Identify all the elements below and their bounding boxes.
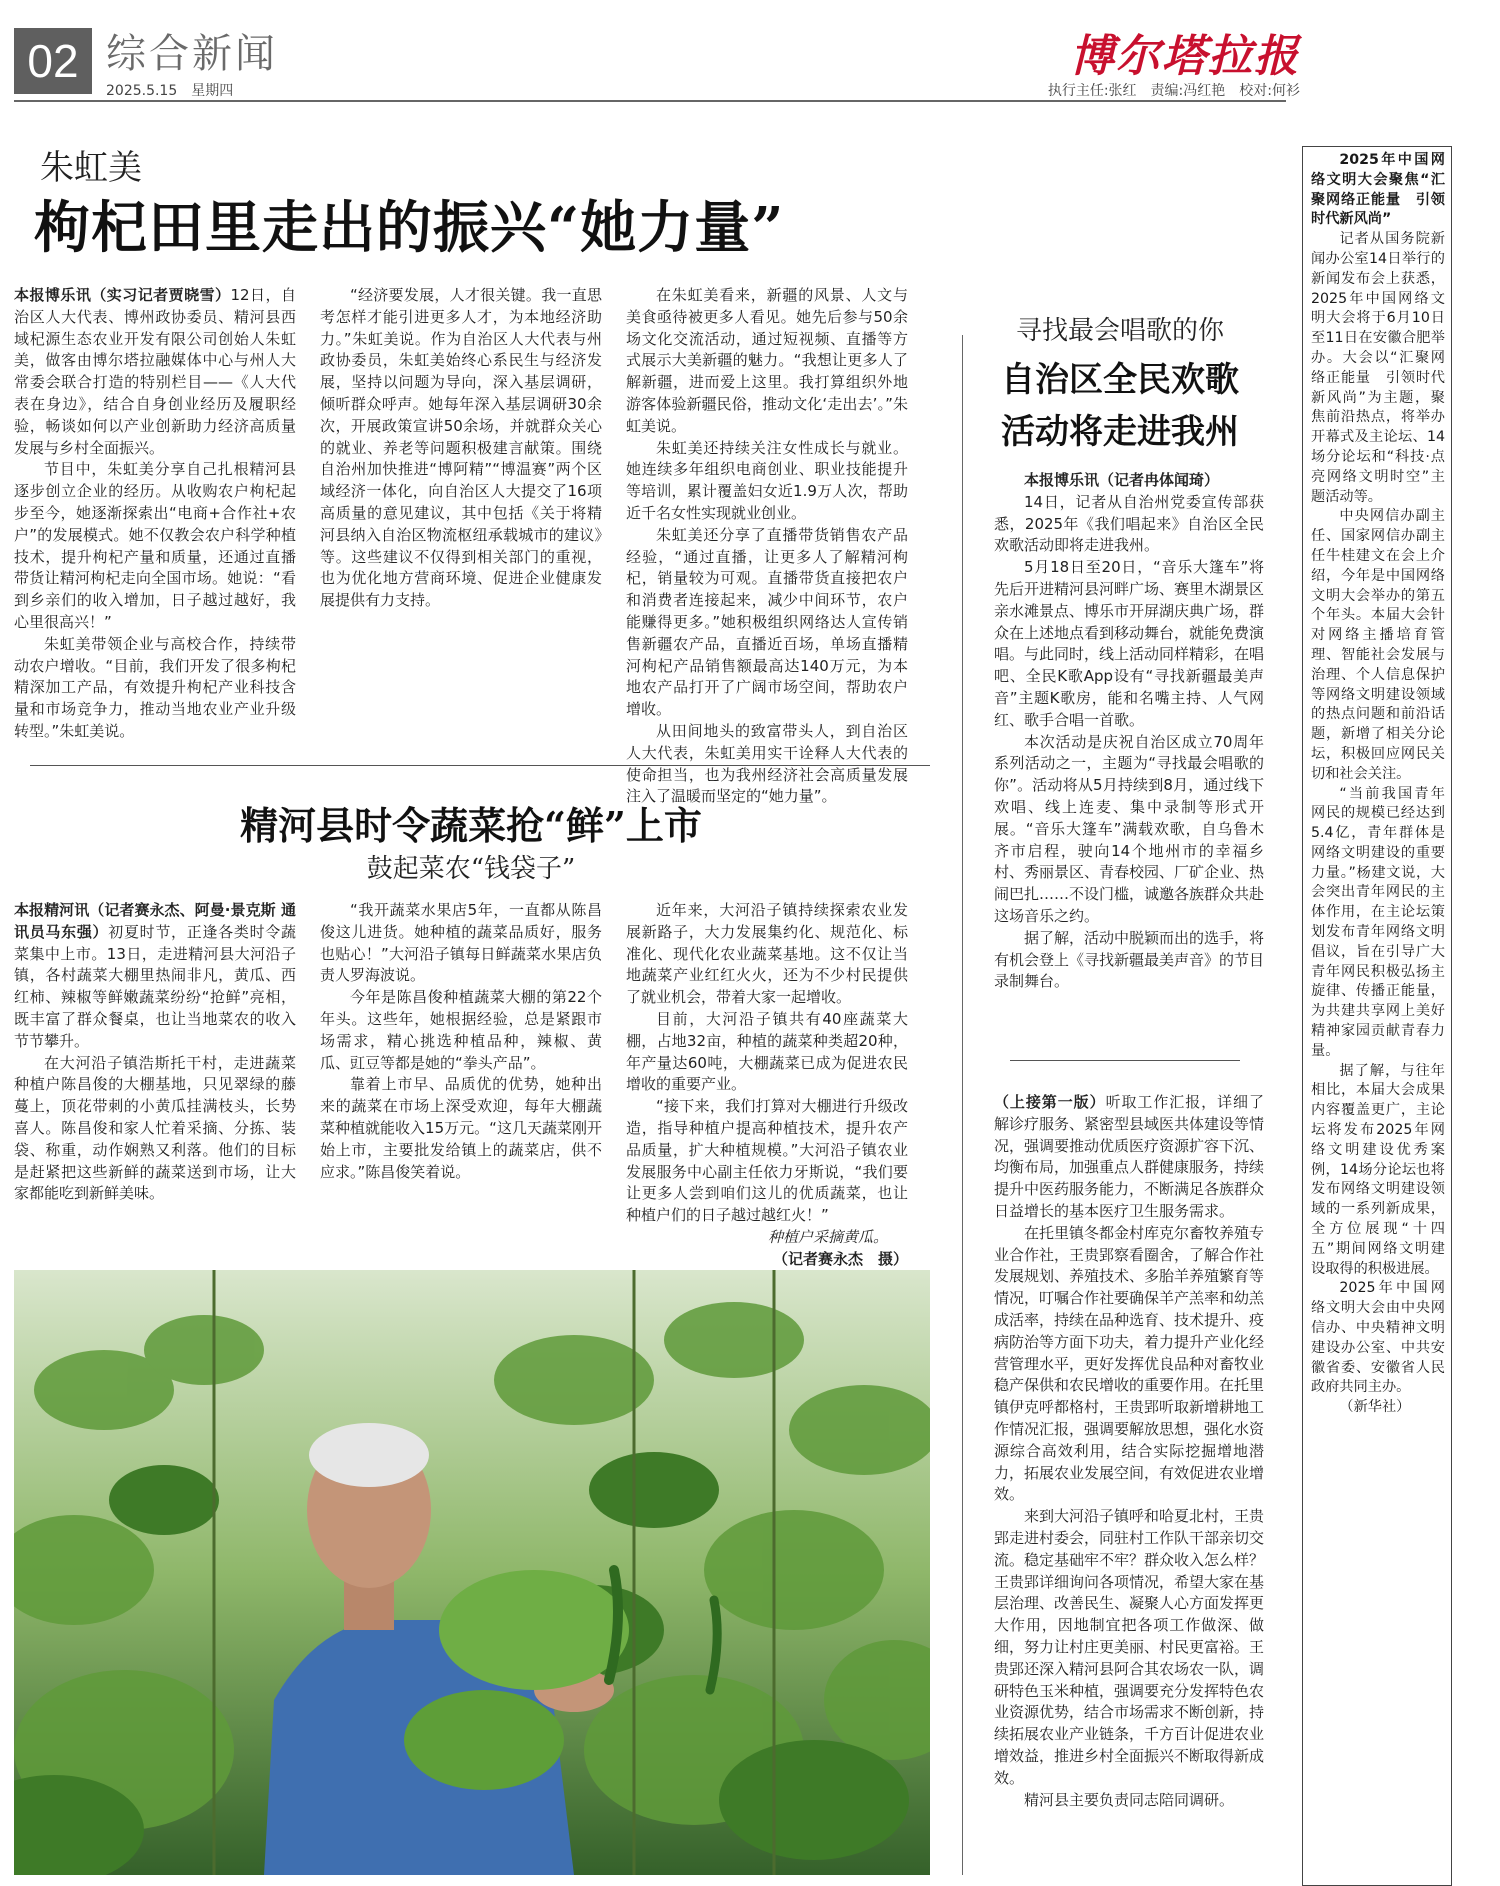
- article3-paragraph: 5月18日至20日，“音乐大篷车”将先后开进精河县河畔广场、赛里木湖景区亲水滩景点、博乐市开屏湖庆典广场，群众在上述地点看到移动舞台，就能免费演唱。与此同时，线上活动同样精彩，在唱吧、全民K歌App设有“寻找新疆最美声音”主题K歌房，能和名嘴主持、人气网红、歌手合唱一首歌。: [994, 558, 1265, 729]
- article4-paragraph: 在托里镇冬都金村库克尔畜牧养殖专业合作社，王贵郢察看圈舍，了解合作社发展规划、养殖技术、多胎羊养殖繁育等情况，叮嘱合作社要确保羊产羔率和幼羔成活率，持续在品种选育、技术提升、疫病防治等方面下功夫，着力提升产业化经营管理水平，更好发挥优良品种对畜牧业稳产保供和农民增收的重要作用。在托里镇伊克呼都格村，王贵郢听取新增耕地工作情况汇报，强调要解放思想，强化水资源综合高效利用，结合实际挖掘增地潜力，拓展农业发展空间，有效促进农业增效。: [994, 1223, 1265, 1504]
- article2-column-2: [320, 900, 602, 1183]
- article1-headline: 枸杞田里走出的振兴“她力量”: [34, 195, 785, 261]
- page-number-badge: 02: [14, 28, 92, 94]
- sidebar-paragraph: 中央网信办副主任、国家网信办副主任牛桂建文在会上介绍，今年是中国网络文明大会举办的第五个年头。本届大会针对网络主播培育管理、智能社会发展与治理、个人信息保护等网络文明建设领域的热点问题和前沿话题，新增了相关分论坛，积极回应网民关切和社会关注。: [1311, 508, 1445, 782]
- article1-paragraph: 从田间地头的致富带头人，到自治区人大代表，朱虹美用实干诠释人大代表的使命担当，也为我州经济社会高质量发展注入了温暖而坚定的“她力量”。: [626, 721, 908, 806]
- editor-credits: 执行主任:张红 责编:冯红艳 校对:何衫: [1047, 83, 1300, 99]
- article3-paragraph: 14日，记者从自治州党委宣传部获悉，2025年《我们唱起来》自治区全民欢歌活动即将走进我州。: [994, 492, 1264, 555]
- article3-kicker: 寻找最会唱歌的你: [1015, 316, 1224, 346]
- article3-byline: 本报博乐讯（记者冉体闻琦）: [1024, 471, 1220, 489]
- article2-paragraph: 近年来，大河沿子镇持续探索农业发展新路子，大力发展集约化、规范化、标准化、现代化农业蔬菜基地。这不仅让当地蔬菜产业红红火火，还为不少村民提供了就业机会，带着大家一起增收。: [626, 901, 908, 1007]
- article-divider: [30, 765, 930, 766]
- article3-paragraph: 据了解，活动中脱颖而出的选手，将有机会登上《寻找新疆最美声音》的节目录制舞台。: [994, 928, 1265, 991]
- article1-kicker: 朱虹美: [40, 148, 142, 188]
- article2-column-1: [14, 900, 296, 1205]
- article1-paragraph: “经济要发展，人才很关键。我一直思考怎样才能引进更多人才，为本地经济助力。”朱虹美说。作为自治区人大代表与州政协委员，朱虹美始终心系民生与经济发展，坚持以问题为导向，深入基层调研，倾听群众呼声。她每年深入基层调研30余次，开展政策宣讲50余场，并就群众关心的就业、养老等问题积极建言献策。围绕自治州加快推进“博阿精”“博温赛”两个区域经济一体化，向自治区人大提交了16项高质量的意见建议，其中包括《关于将精河县纳入自治区物流枢纽承载城市的建议》等。这些建议不仅得到相关部门的重视，也为优化地方营商环境、促进企业健康发展提供有力支持。: [320, 286, 602, 610]
- photo-credit: （记者赛永杰 摄）: [772, 1249, 908, 1268]
- article2-paragraph: “接下来，我们打算对大棚进行升级改造，指导种植户提高种植技术，提升农产品质量，扩大种植规模。”大河沿子镇农业发展服务中心副主任依力牙斯说，“我们要让更多人尝到咱们这儿的优质蔬菜，也让种植户们的日子越过越红火！”: [626, 1097, 908, 1225]
- farmer-cucumber-photo: [14, 1270, 930, 1875]
- article1-column-2: [320, 285, 602, 612]
- sidebar-paragraph: 记者从国务院新闻办公室14日举行的新闻发布会上获悉，2025年中国网络文明大会将于6月10日至11日在安徽合肥举办。大会以“汇聚网络正能量 引领时代新风尚”为主题，聚焦前沿热点，将举办开幕式及主论坛、14场分论坛和“科技·点亮网络文明时空”主题活动等。: [1311, 231, 1445, 505]
- article1-paragraph: 朱虹美还持续关注女性成长与就业。她连续多年组织电商创业、职业技能提升等培训，累计覆盖妇女近1.9万人次，帮助近千名女性实现就业创业。: [626, 438, 908, 522]
- photo-caption: 种植户采摘黄瓜。: [767, 1227, 888, 1246]
- article2-paragraph: 本报精河讯（记者赛永杰、阿曼·景克斯 通讯员马东强）初夏时节，正逢各类时令蔬菜集中上市。13日，走进精河县大河沿子镇，各村蔬菜大棚里热闹非凡，黄瓜、西红柿、辣椒等鲜嫩蔬菜纷纷“抢鲜”亮相，既丰富了群众餐桌，也让当地菜农的收入节节攀升。: [14, 901, 296, 1050]
- article2-paragraph: 靠着上市早、品质优的优势，她种出来的蔬菜在市场上深受欢迎，每年大棚蔬菜种植就能收入15万元。“这几天蔬菜刚开始上市，主要批发给镇上的蔬菜店，供不应求。”陈昌俊笑着说。: [320, 1075, 602, 1181]
- article2-subheadline: 鼓起菜农“钱袋子”: [366, 854, 576, 884]
- section-title: 综合新闻: [106, 31, 278, 77]
- sidebar-paragraph: 据了解，与往年相比，本届大会成果内容覆盖更广，主论坛将发布2025年网络文明建设优秀案例，14场分论坛也将发布网络文明建设领域的一系列新成果，全方位展现“十四五”期间网络文明建设取得的积极进展。: [1311, 1062, 1445, 1277]
- article3-headline: 自治区全民欢歌 活动将走进我州: [1001, 360, 1239, 452]
- article2-byline: 本报精河讯（记者赛永杰、阿曼·景克斯 通讯员马东强）: [14, 901, 296, 941]
- article2-paragraph: “我开蔬菜水果店5年，一直都从陈昌俊这儿进货。她种植的蔬菜品质好，服务也贴心！”大河沿子镇每日鲜蔬菜水果店负责人罗海波说。: [320, 901, 602, 985]
- article4-paragraph: 精河县主要负责同志陪同调研。: [1024, 1790, 1235, 1809]
- article-divider: [1010, 1060, 1240, 1061]
- article1-paragraph: 本报博乐讯（实习记者贾晓雪）12日，自治区人大代表、博州政协委员、精河县西域杞源生态农业开发有限公司创始人朱虹美，做客由博尔塔拉融媒体中心与州人大常委会联合打造的特别栏目——《人大代表在身边》，结合自身创业经历及履职经验，畅谈如何以产业创新助力经济高质量发展与乡村全面振兴。: [14, 286, 296, 457]
- article2-column-3: [626, 900, 908, 1271]
- sidebar-paragraph: 2025年中国网络文明大会由中央网信办、中央精神文明建设办公室、中共安徽省委、安徽省人民政府共同主办。: [1311, 1280, 1445, 1396]
- newspaper-masthead-logo: 博尔塔拉报: [1070, 31, 1300, 82]
- article1-paragraph: 朱虹美带领企业与高校合作，持续带动农户增收。“目前，我们开发了很多枸杞精深加工产品，有效提升枸杞产业科技含量和市场竞争力，推动当地农业产业升级转型。”朱虹美说。: [14, 634, 296, 740]
- article4-paragraph: （上接第一版）听取工作汇报，详细了解诊疗服务、紧密型县域医共体建设等情况，强调要推动优质医疗资源扩容下沉、均衡布局，加强重点人群健康服务，持续提升中医药服务能力，不断满足各族群众日益增长的基本医疗卫生服务需求。: [994, 1093, 1265, 1220]
- article1-column-1: [14, 285, 296, 743]
- article1-byline: 本报博乐讯（实习记者贾晓雪）: [14, 286, 231, 304]
- issue-date: 2025.5.15 星期四: [106, 83, 234, 99]
- article1-paragraph: 朱虹美还分享了直播带货销售农产品经验，“通过直播，让更多人了解精河枸杞，销量较为可观。直播带货直接把农户和消费者连接起来，减少中间环节，农户能赚得更多。”她积极组织网络达人宣传销售新疆农产品，直播近百场，单场直播精河枸杞产品销售额最高达140万元，为本地农产品打开了广阔市场空间，帮助农户增收。: [626, 525, 908, 719]
- article2-paragraph: 在大河沿子镇浩斯托干村，走进蔬菜种植户陈昌俊的大棚基地，只见翠绿的藤蔓上，顶花带刺的小黄瓜挂满枝头，长势喜人。陈昌俊和家人忙着采摘、分拣、装袋、称重，动作娴熟又利落。他们的目标是赶紧把这些新鲜的蔬菜送到市场，让大家都能吃到新鲜美味。: [14, 1053, 296, 1203]
- article2-headline: 精河县时令蔬菜抢“鲜”上市: [240, 803, 702, 848]
- article1-paragraph: 在朱虹美看来，新疆的风景、人文与美食亟待被更多人看见。她先后参与50余场文化交流活动，通过短视频、直播等方式展示大美新疆的魅力。“我想让更多人了解新疆，进而爱上这里。我打算组织外地游客体验新疆民俗，推动文化‘走出去’。”朱虹美说。: [626, 286, 908, 435]
- article3-paragraph: 本次活动是庆祝自治区成立70周年系列活动之一，主题为“寻找最会唱歌的你”。活动将从5月持续到8月，通过线下欢唱、线上连麦、集中录制等形式开展。“音乐大篷车”满载欢歌，自乌鲁木齐市启程，驶向14个地州市的幸福乡村、秀丽景区、青春校园、厂矿企业、热闹巴扎……不设门槛，诚邀各族群众共赴这场音乐之约。: [994, 732, 1265, 925]
- article1-column-3: [626, 285, 908, 808]
- column-rule: [962, 335, 963, 1875]
- article1-paragraph: 节目中，朱虹美分享自己扎根精河县逐步创立企业的经历。从收购农户枸杞起步至今，她逐渐探索出“电商+合作社+农户”的发展模式。她不仅教会农户科学种植技术，提升枸杞产量和质量，还通过直播带货让精河枸杞走向全国市场。她说：“看到乡亲们的收入增加，日子越过越好，我心里很高兴！”: [14, 460, 296, 631]
- article2-paragraph: 今年是陈昌俊种植蔬菜大棚的第22个年头。这些年，她根据经验，总是紧跟市场需求，精心挑选种植品种，辣椒、黄瓜、豇豆等都是她的“拳头产品”。: [320, 988, 602, 1072]
- article3-body: [994, 470, 1264, 993]
- article2-paragraph: 目前，大河沿子镇共有40座蔬菜大棚，占地32亩，种植的蔬菜种类超20种，年产量达60吨，大棚蔬菜已成为促进农民增收的重要产业。: [626, 1009, 908, 1094]
- article4-paragraph: 来到大河沿子镇呼和哈夏北村，王贵郢走进村委会，同驻村工作队干部亲切交流。稳定基础牢不牢？群众收入怎么样？王贵郢详细询问各项情况，希望大家在基层治理、改善民生、凝聚人心方面发挥更大作用，因地制宜把各项工作做深、做细，努力让村庄更美丽、村民更富裕。王贵郢还深入精河县阿合其农场农一队，调研特色玉米种植，强调要充分发挥特色农业资源优势，结合市场需求不断创新，持续拓展农业产业链条，千方百计促进农业增效益，推进乡村全面振兴不断取得新成效。: [994, 1507, 1265, 1787]
- header-rule: [14, 100, 1286, 102]
- article4-body: [994, 1092, 1264, 1811]
- sidebar-news-box: [1302, 146, 1452, 1886]
- continued-from-label: （上接第一版）: [994, 1093, 1106, 1111]
- sidebar-paragraph: “当前我国青年网民的规模已经达到5.4亿，青年群体是网络文明建设的重要力量。”杨建文说，大会突出青年网民的主体作用，在主论坛策划发布青年网络文明倡议，旨在引导广大青年网民积极弘扬主旋律、传播正能量，为共建共享网上美好精神家园贡献青春力量。: [1311, 785, 1445, 1059]
- sidebar-headline: 2025年中国网络文明大会聚焦“汇聚网络正能量 引领时代新风尚”: [1311, 152, 1445, 228]
- sidebar-source: （新华社）: [1339, 1399, 1411, 1416]
